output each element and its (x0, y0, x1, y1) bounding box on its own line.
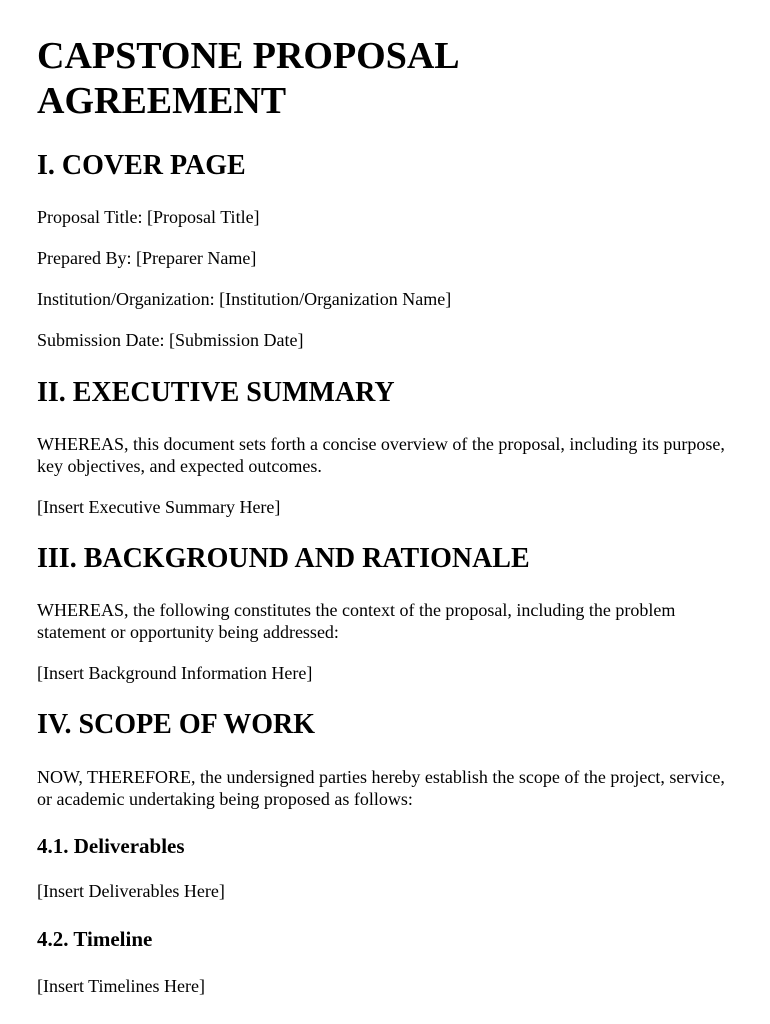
background-whereas: WHEREAS, the following constitutes the context of the proposal, including the problem statement or opportunity being addressed: (37, 600, 676, 642)
section-heading-cover-page: I. COVER PAGE (37, 150, 246, 181)
section-heading-scope-of-work: IV. SCOPE OF WORK (37, 709, 315, 740)
timeline-placeholder: [Insert Timelines Here] (37, 976, 205, 996)
proposal-title-line: Proposal Title: [Proposal Title] (37, 207, 260, 227)
executive-summary-whereas: WHEREAS, this document sets forth a concise overview of the proposal, including its purpose, key objectives, and expected outcomes. (37, 434, 725, 476)
subsection-heading-timeline: 4.2. Timeline (37, 927, 153, 951)
institution-line: Institution/Organization: [Institution/Organization Name] (37, 289, 452, 309)
deliverables-placeholder: [Insert Deliverables Here] (37, 881, 225, 901)
document-title: CAPSTONE PROPOSAL AGREEMENT (37, 35, 458, 122)
executive-summary-placeholder: [Insert Executive Summary Here] (37, 497, 281, 517)
section-heading-executive-summary: II. EXECUTIVE SUMMARY (37, 377, 395, 408)
subsection-heading-deliverables: 4.1. Deliverables (37, 834, 185, 858)
prepared-by-line: Prepared By: [Preparer Name] (37, 248, 257, 268)
scope-intro: NOW, THEREFORE, the undersigned parties hereby establish the scope of the project, service, or academic undertaking being proposed as follows: (37, 767, 725, 809)
section-heading-background: III. BACKGROUND AND RATIONALE (37, 543, 530, 574)
background-placeholder: [Insert Background Information Here] (37, 663, 313, 683)
submission-date-line: Submission Date: [Submission Date] (37, 330, 304, 350)
